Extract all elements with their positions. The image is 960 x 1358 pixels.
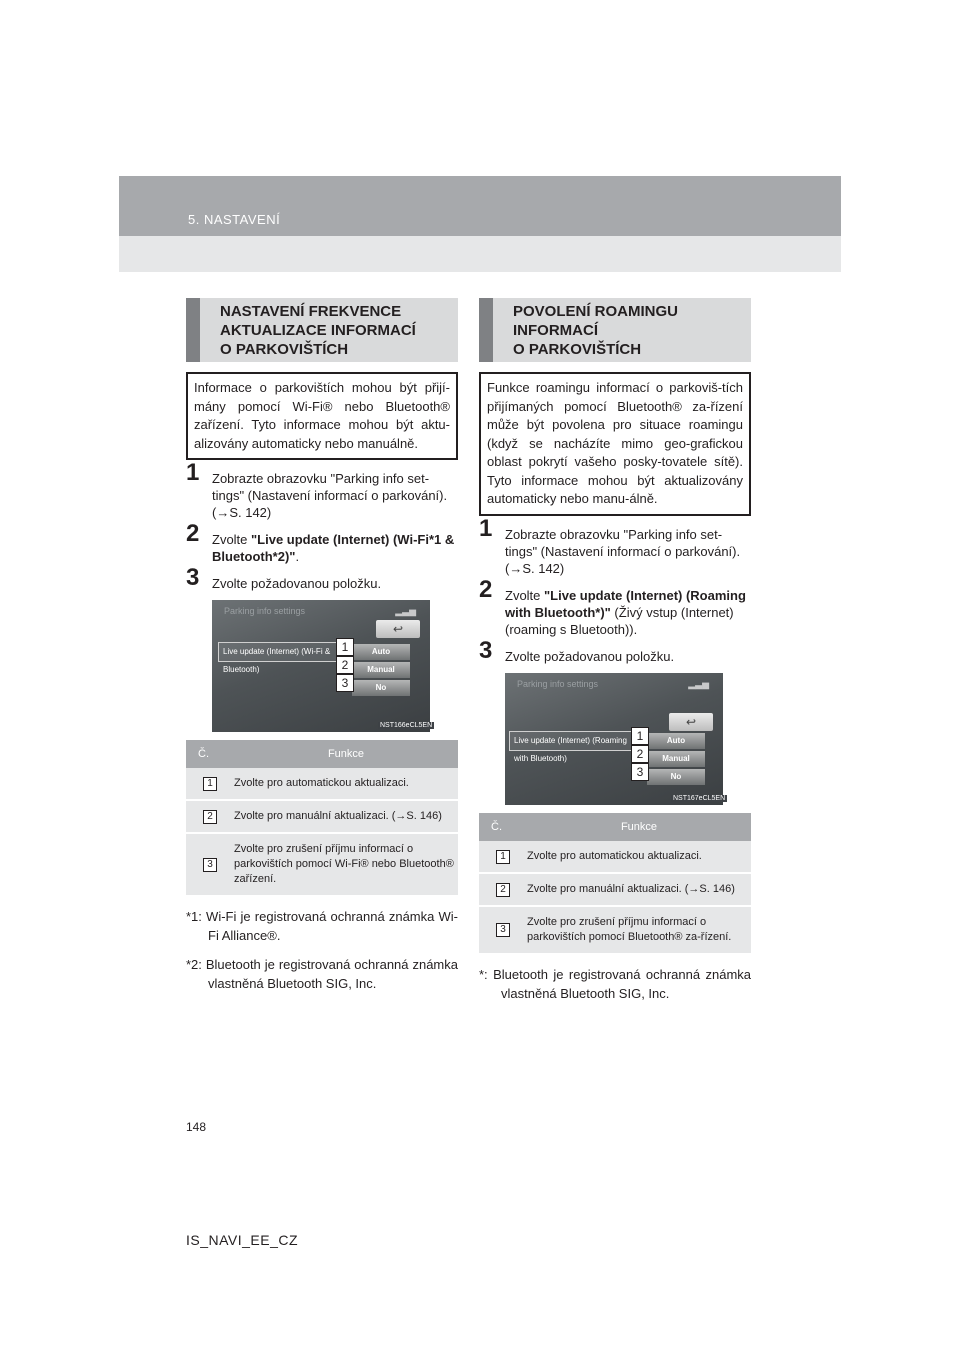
step-number: 2 xyxy=(186,520,200,547)
row-function: Zvolte pro automatickou aktualizaci. xyxy=(527,841,751,873)
callout-1: 1 xyxy=(336,638,354,656)
footnote-1: *1: Wi-Fi je registrovaná ochranná známka Wi-Fi Alliance®. xyxy=(186,909,458,943)
option-no[interactable]: No xyxy=(647,769,705,785)
option-no[interactable]: No xyxy=(352,680,410,696)
row-function: Zvolte pro automatickou aktualizaci. xyxy=(234,768,458,800)
step-3 xyxy=(479,636,751,665)
image-code: NST166eCL5EN xyxy=(380,722,433,729)
section-heading xyxy=(186,298,458,362)
step-number: 3 xyxy=(479,636,493,664)
callout-1: 1 xyxy=(631,727,649,745)
step-text-bold: "Live update (Internet) (Roaming with Bluetooth*)" xyxy=(505,587,746,620)
page-number: 148 xyxy=(186,1120,207,1134)
table-row xyxy=(186,800,458,833)
step-text-post: (Živý vstup (Internet) (roaming s Bluetooth)). xyxy=(505,604,734,637)
row-function: Zvolte pro manuální aktualizaci. (→S. 146) xyxy=(234,800,458,833)
step-text: Zobrazte obrazovku "Parking info set-tings" (Nastavení informací o parkování). (→S. 142) xyxy=(505,526,741,576)
section-heading-text: NASTAVENÍ FREKVENCE AKTUALIZACE INFORMACÍ O PARKOVIŠTÍCH xyxy=(220,303,416,358)
row-function: Zvolte pro zrušení příjmu informací o parkovištích pomocí Bluetooth® za-řízení. xyxy=(527,906,751,954)
step-text: Zvolte požadovanou položku. xyxy=(212,576,382,591)
col-number-header: Č. xyxy=(186,740,234,768)
table-header xyxy=(186,740,458,768)
step-number: 1 xyxy=(186,459,200,486)
row-number: 2 xyxy=(496,883,510,897)
screen-title: Parking info settings xyxy=(517,678,599,689)
table-row xyxy=(186,768,458,800)
footnote-1: *: Bluetooth je registrovaná ochranná známka vlastněná Bluetooth SIG, Inc. xyxy=(479,966,751,1001)
intro-box: Funkce roamingu informací o parkoviš-tích přijímaných pomocí Bluetooth® za-řízení může být povolena pro situace roamingu (když se nacházíte mimo geo-grafickou oblast pokrytí vašeho posky-tovatele sítě). Tyto informace mohou být aktualizovány automaticky nebo manu-álně. xyxy=(479,372,751,516)
function-table xyxy=(479,813,751,955)
step-text-bold: "Live update (Internet) (Wi-Fi*1 & Bluetooth*2)" xyxy=(212,532,455,564)
row-function: Zvolte pro manuální aktualizaci. (→S. 146) xyxy=(527,873,751,906)
screen-title: Parking info settings xyxy=(224,606,306,616)
live-update-row[interactable]: Live update (Internet) (Roaming with Bluetooth) xyxy=(509,731,641,751)
row-number: 1 xyxy=(203,777,217,791)
heading-bar xyxy=(186,298,200,362)
screen-screenshot xyxy=(505,673,726,805)
footnote-2: *2: Bluetooth je registrovaná ochranná známka vlastněná Bluetooth SIG, Inc. xyxy=(186,957,458,991)
heading-bar xyxy=(479,298,493,362)
live-update-row[interactable]: Live update (Internet) (Wi-Fi & Bluetooth) xyxy=(218,642,346,662)
col-function-header: Funkce xyxy=(527,813,751,841)
table-row xyxy=(479,873,751,906)
right-column xyxy=(479,298,751,1003)
signal-icon: ▂▃▅ xyxy=(688,678,709,689)
function-table xyxy=(186,740,458,897)
step-text: Zvolte požadovanou položku. xyxy=(505,648,675,664)
intro-box: Informace o parkovištích mohou být přijí-mány pomocí Wi-Fi® nebo Bluetooth® zařízení. Tyto informace mohou být aktu-alizovány automaticky nebo manuálně. xyxy=(186,372,458,460)
header-subband xyxy=(119,236,841,272)
col-function-header: Funkce xyxy=(234,740,458,768)
row-number: 3 xyxy=(203,858,217,872)
step-text-pre: Zvolte xyxy=(505,587,545,603)
callout-3: 3 xyxy=(631,763,649,781)
table-row xyxy=(186,833,458,896)
row-function: Zvolte pro zrušení příjmu informací o parkovištích pomocí Wi-Fi® nebo Bluetooth® zařízení. xyxy=(234,833,458,896)
step-1 xyxy=(479,514,751,577)
table-row xyxy=(479,906,751,954)
option-auto[interactable]: Auto xyxy=(647,733,705,749)
left-column xyxy=(186,298,458,993)
table-row xyxy=(479,841,751,873)
callout-2: 2 xyxy=(631,745,649,763)
step-1 xyxy=(186,459,458,521)
step-text-pre: Zvolte xyxy=(212,532,252,547)
step-text-post: . xyxy=(295,549,300,564)
document-id: IS_NAVI_EE_CZ xyxy=(186,1232,299,1248)
col-number-header: Č. xyxy=(479,813,527,841)
step-3 xyxy=(186,564,458,592)
back-button[interactable]: ↩ xyxy=(669,713,713,731)
back-button[interactable]: ↩ xyxy=(376,620,420,638)
screen-screenshot xyxy=(212,600,433,732)
step-number: 2 xyxy=(479,575,493,603)
table-header xyxy=(479,813,751,841)
callout-2: 2 xyxy=(336,656,354,674)
option-manual[interactable]: Manual xyxy=(352,662,410,678)
header-band xyxy=(119,176,841,236)
callout-3: 3 xyxy=(336,674,354,692)
image-code: NST167eCL5EN xyxy=(673,794,726,802)
step-2 xyxy=(479,575,751,638)
option-manual[interactable]: Manual xyxy=(647,751,705,767)
step-text: Zobrazte obrazovku "Parking info set-tings" (Nastavení informací o parkování). (→S. 142) xyxy=(212,471,448,520)
chapter-title: 5. NASTAVENÍ xyxy=(188,212,281,227)
step-2 xyxy=(186,520,458,565)
section-heading xyxy=(479,298,751,362)
signal-icon: ▂▃▅ xyxy=(395,606,416,616)
option-auto[interactable]: Auto xyxy=(352,644,410,660)
row-number: 2 xyxy=(203,810,217,824)
step-number: 3 xyxy=(186,564,200,591)
row-number: 1 xyxy=(496,850,510,864)
row-number: 3 xyxy=(496,923,510,937)
step-number: 1 xyxy=(479,514,493,542)
section-heading-text: POVOLENÍ ROAMINGU INFORMACÍ O PARKOVIŠTÍCH xyxy=(513,303,679,358)
